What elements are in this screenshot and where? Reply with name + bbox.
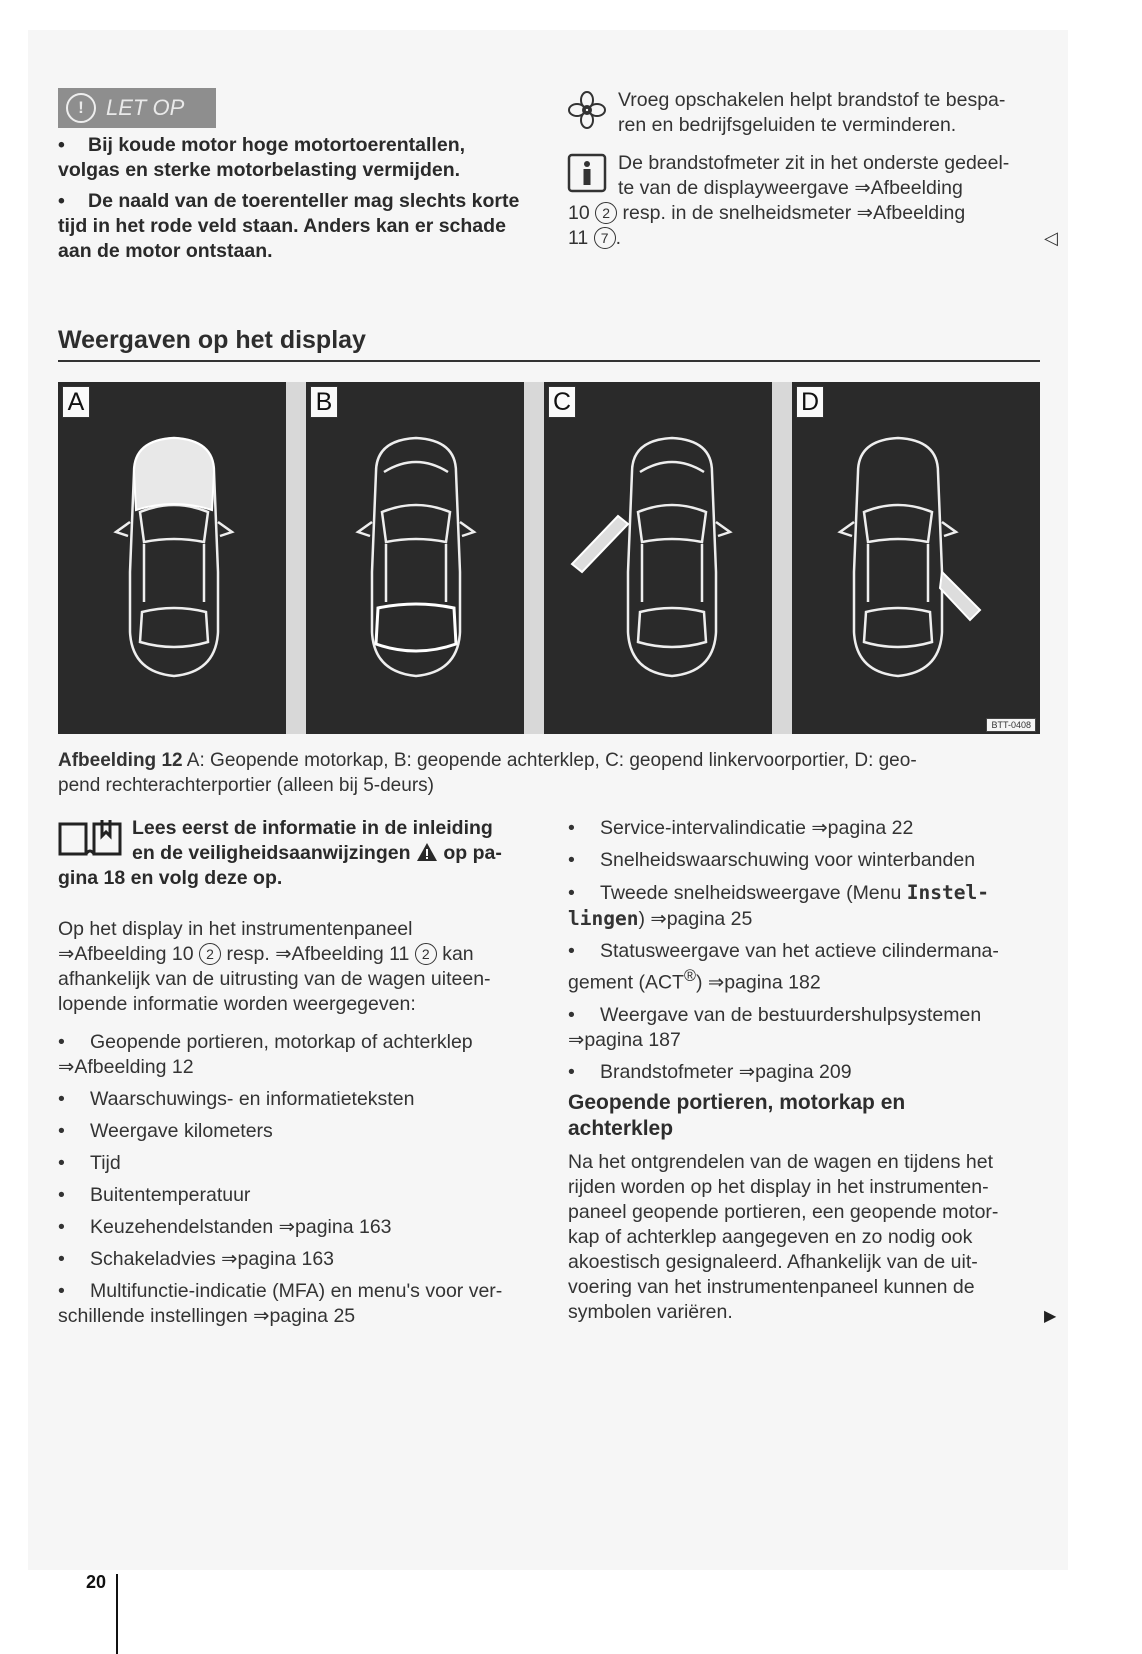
list-item: • Tijd <box>58 1152 121 1174</box>
eco-tip-text: Vroeg opschakelen helpt brandstof te bespa- ren en bedrijfsgeluiden te verminderen. <box>618 89 1006 136</box>
car-right-rear-door-open-icon <box>836 432 1026 682</box>
section-rule <box>58 360 1040 362</box>
list-item: • Buitentemperatuur <box>58 1184 251 1206</box>
figure-12 <box>58 382 1040 734</box>
warning-item: • De naald van de toerenteller mag slechts korte tijd in het rode veld staan. Anders kan er schade aan de motor ontstaan. <box>58 190 520 262</box>
list-item: • Service-intervalindicatie ⇒pagina 22 <box>568 817 914 839</box>
list-item: • Waarschuwings- en informatieteksten <box>58 1088 415 1110</box>
figure-code: BTT-0408 <box>986 718 1036 732</box>
panel-b <box>306 382 524 734</box>
warning-header <box>58 88 216 128</box>
figure-caption: Afbeelding 12 A: Geopende motorkap, B: geopende achterklep, C: geopend linkervoorportier, D: geo- pend rechterachterportier (alleen bij 5-deurs) <box>58 750 917 796</box>
continue-arrow: ▶ <box>1044 1308 1057 1325</box>
list-item: • Weergave kilometers <box>58 1120 273 1142</box>
page-number: 20 <box>86 1572 107 1592</box>
warning-title: LET OP <box>106 95 185 120</box>
info-icon <box>567 153 607 193</box>
eco-flower-icon <box>567 90 607 130</box>
page-number-rule <box>116 1574 118 1654</box>
panel-label: B <box>310 386 338 418</box>
intro-line: Lees eerst de informatie in de inleiding <box>132 817 493 839</box>
book-icon <box>58 818 122 858</box>
info-tip-text: De brandstofmeter zit in het onderste gedeel- te van de displayweergave ⇒Afbeelding <box>618 152 1010 199</box>
subsection-title: Geopende portieren, motorkap en achterklep <box>568 1091 906 1140</box>
subsection-body: Na het ontgrendelen van de wagen en tijdens het rijden worden op het display in het instrumenten- paneel geopende portieren, een geopende motor- kap of achterklep aangegeven en zo nodig ook akoestisch gesignaleerd. Afhankelijk van de uit- voering van het instrumentenpaneel kunnen de symbolen variëren. <box>568 1151 999 1323</box>
list-item: • Tweede snelheidsweergave (Menu Instel- lingen) ⇒pagina 25 <box>568 881 989 930</box>
panel-label: C <box>548 386 576 418</box>
info-tip-text-cont: 10 2 resp. in de snelheidsmeter ⇒Afbeelding 11 7 . <box>568 202 966 249</box>
section-title: Weergaven op het display <box>58 326 366 354</box>
intro-line: gina 18 en volg deze op. <box>58 867 283 889</box>
exclamation-icon: ! <box>66 93 96 123</box>
car-left-front-door-open-icon <box>558 432 738 682</box>
car-tailgate-open-icon <box>354 432 478 682</box>
car-hood-open-icon <box>112 432 236 682</box>
list-item: • Brandstofmeter ⇒pagina 209 <box>568 1060 852 1083</box>
panel-label: A <box>62 386 90 418</box>
right-list <box>568 816 1048 1085</box>
list-item: • Snelheidswaarschuwing voor winterbanden <box>568 849 976 871</box>
warning-list <box>58 133 528 264</box>
end-marker: ◁ <box>1044 228 1058 248</box>
list-item: • Schakeladvies ⇒pagina 163 <box>58 1248 335 1270</box>
list-item: • Geopende portieren, motorkap of achterklep ⇒Afbeelding 12 <box>58 1031 473 1078</box>
list-item: • Weergave van de bestuurdershulpsystemen ⇒pagina 187 <box>568 1003 982 1051</box>
panel-c <box>544 382 772 734</box>
list-item: • Statusweergave van het actieve cilindermana- gement (ACT®) ⇒pagina 182 <box>568 940 999 994</box>
panel-d <box>792 382 1040 734</box>
panel-label: D <box>796 386 824 418</box>
list-item: • Multifunctie-indicatie (MFA) en menu's voor ver- schillende instellingen ⇒pagina 25 <box>58 1280 503 1327</box>
body-paragraph: Op het display in het instrumentenpaneel ⇒Afbeelding 10 2 resp. ⇒Afbeelding 11 2 kan afhankelijk van de uitrusting van de wagen uiteen- lopende informatie worden weergegeven: <box>58 918 491 1015</box>
list-item: • Keuzehendelstanden ⇒pagina 163 <box>58 1216 392 1238</box>
intro-line: en de veiligheidsaanwijzingen op pa- <box>132 842 502 864</box>
panel-a <box>58 382 286 734</box>
warning-item: • Bij koude motor hoge motortoerentallen, volgas en sterke motorbelasting vermijden. <box>58 134 466 181</box>
left-list <box>58 1030 538 1329</box>
warning-triangle-icon <box>416 842 438 862</box>
